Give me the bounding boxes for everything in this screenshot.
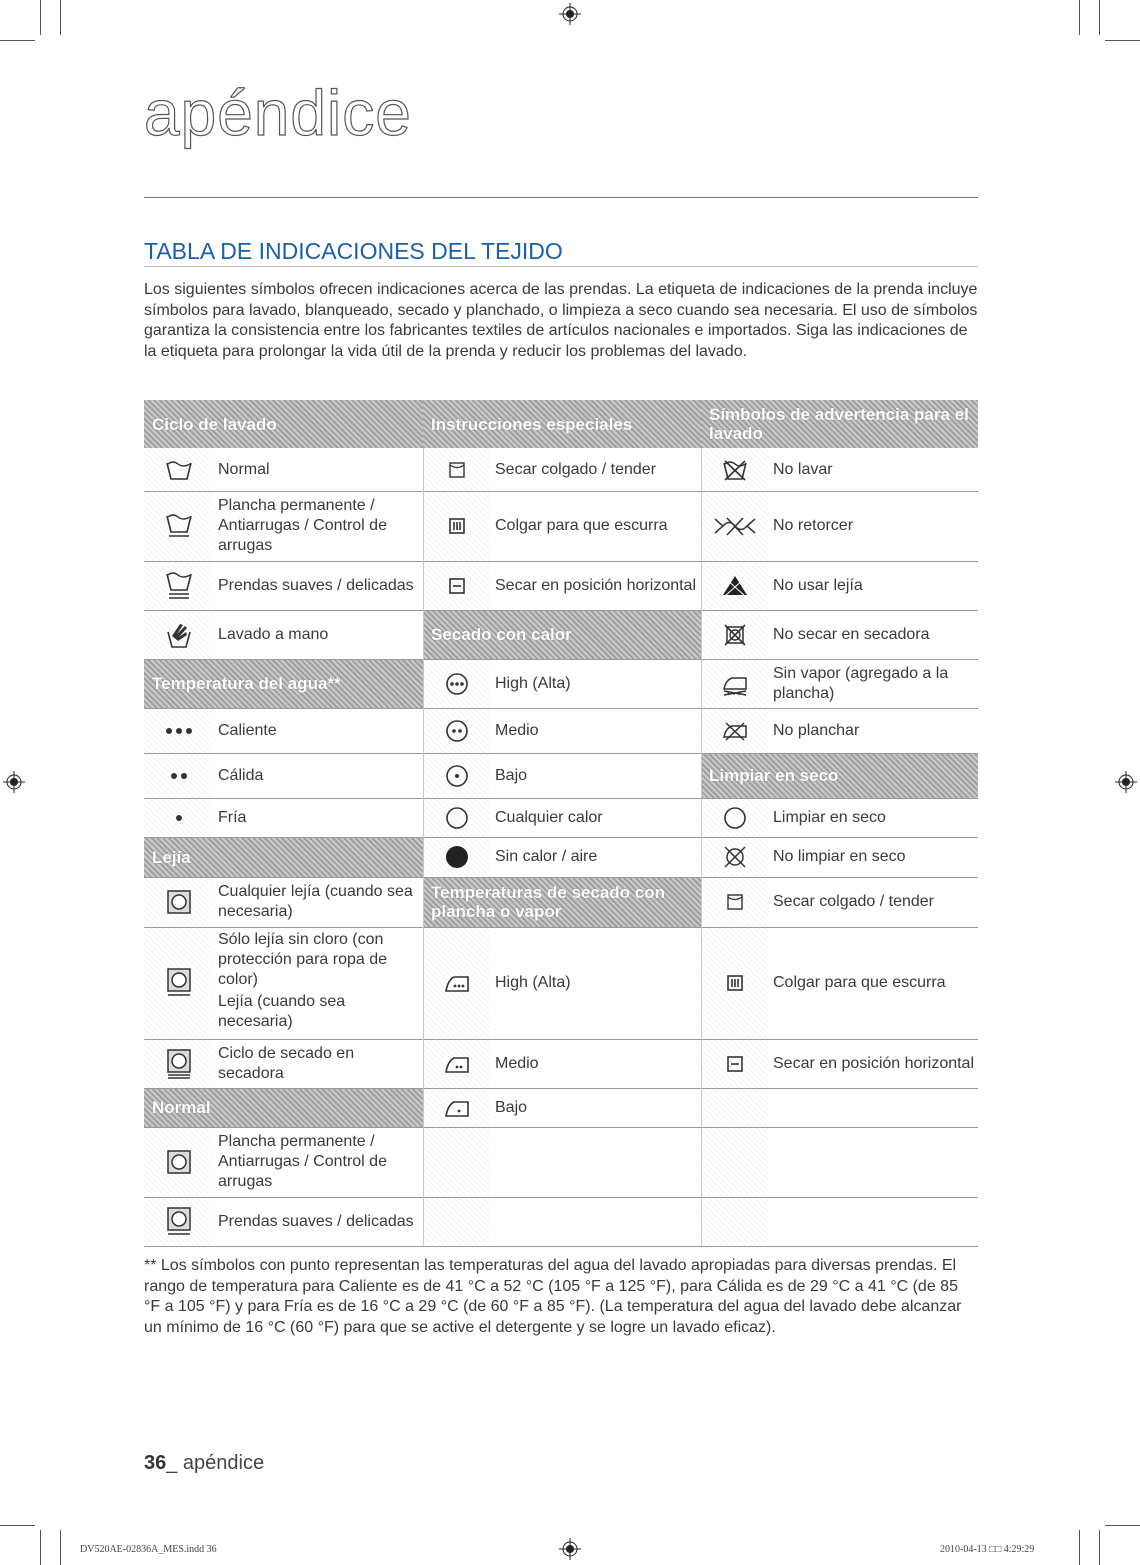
label-no-usar-lejia: No usar lejía bbox=[773, 576, 863, 594]
crop-mark bbox=[60, 1530, 61, 1565]
label-solo-lejia: Sólo lejía sin cloro (con protección para ropa de color) bbox=[218, 931, 387, 988]
dry-clean-icon bbox=[701, 798, 768, 837]
label-heat-medium: Medio bbox=[495, 721, 539, 739]
crop-mark bbox=[1099, 0, 1100, 35]
washtub-delicate-icon bbox=[144, 561, 213, 610]
label-normal: Normal bbox=[218, 460, 270, 478]
label-colgar-escurra: Colgar para que escurra bbox=[495, 517, 668, 534]
page-number-label: _ apéndice bbox=[166, 1452, 265, 1474]
header-ciclo-de-lavado: Ciclo de lavado bbox=[144, 400, 423, 448]
label-iron-high: High (Alta) bbox=[495, 974, 571, 991]
one-dot-icon bbox=[144, 798, 213, 837]
heading-rule bbox=[144, 266, 978, 267]
crop-mark bbox=[1105, 1525, 1140, 1526]
label-iron-low: Bajo bbox=[495, 1098, 528, 1116]
label-limpiar-en-seco: Limpiar en seco bbox=[773, 808, 886, 826]
slug-right: 2010-04-13 □□ 4:29:29 bbox=[940, 1544, 1035, 1555]
crop-mark bbox=[1099, 1530, 1100, 1565]
two-dots-icon bbox=[144, 753, 213, 798]
registration-mark-icon bbox=[559, 3, 581, 25]
header-temperaturas-plancha: Temperaturas de secado con plancha o vapor bbox=[423, 877, 701, 927]
bleach-any-icon bbox=[144, 877, 213, 927]
label-prendas-suaves-2: Prendas suaves / delicadas bbox=[218, 1212, 414, 1230]
header-temperatura-agua: Temperatura del agua** bbox=[144, 659, 423, 708]
heat-any-icon bbox=[423, 798, 490, 837]
row-rule bbox=[144, 753, 978, 754]
row-rule bbox=[144, 708, 978, 709]
do-not-tumble-dry-icon bbox=[701, 610, 768, 659]
page-number bbox=[144, 1452, 264, 1475]
row-rule bbox=[144, 1197, 978, 1198]
page-heading: TABLA DE INDICACIONES DEL TEJIDO bbox=[144, 238, 563, 264]
label-plancha-permanente: Plancha permanente / Antiarrugas / Control de arrugas bbox=[218, 497, 387, 554]
label-ciclo-secado: Ciclo de secado en secadora bbox=[218, 1044, 355, 1082]
dry-flat-icon bbox=[423, 561, 490, 610]
label-cualquier-lejia: Cualquier lejía (cuando sea necesaria) bbox=[218, 883, 413, 920]
section-title: apéndice bbox=[144, 77, 412, 149]
label-sin-vapor: Sin vapor (agregado a la plancha) bbox=[773, 664, 949, 702]
row-rule bbox=[144, 1127, 978, 1128]
crop-mark bbox=[0, 1525, 35, 1526]
do-not-wring-icon bbox=[701, 491, 768, 561]
label-caliente: Caliente bbox=[218, 721, 277, 739]
label-solo-lejia-block bbox=[218, 930, 418, 1036]
do-not-dry-clean-icon bbox=[701, 837, 768, 877]
label-no-secar-secadora: No secar en secadora bbox=[773, 625, 930, 643]
label-prendas-suaves: Prendas suaves / delicadas bbox=[218, 576, 414, 594]
tumble-dry-permanent-press-icon bbox=[144, 1127, 213, 1197]
row-rule bbox=[144, 837, 978, 838]
drip-dry-icon bbox=[423, 491, 490, 561]
label-sin-calor: Sin calor / aire bbox=[495, 848, 598, 865]
iron-high-icon bbox=[423, 927, 490, 1039]
row-rule bbox=[144, 798, 978, 799]
row-rule bbox=[144, 659, 978, 660]
label-heat-high: High (Alta) bbox=[495, 674, 571, 692]
crop-mark bbox=[40, 0, 41, 35]
empty-cell bbox=[701, 1197, 768, 1246]
label-secar-horizontal-2: Secar en posición horizontal bbox=[773, 1054, 975, 1072]
three-dots-icon bbox=[144, 708, 213, 753]
label-iron-medium: Medio bbox=[495, 1054, 539, 1072]
heat-medium-icon bbox=[423, 708, 490, 753]
do-not-iron-icon bbox=[701, 708, 768, 753]
row-rule bbox=[144, 1088, 978, 1089]
tumble-dry-icon bbox=[144, 1039, 213, 1088]
page-number-value: 36 bbox=[144, 1452, 167, 1474]
row-rule bbox=[144, 561, 978, 562]
no-heat-icon bbox=[423, 837, 490, 877]
label-no-retorcer: No retorcer bbox=[773, 517, 854, 534]
crop-mark bbox=[0, 40, 35, 41]
iron-medium-icon bbox=[423, 1039, 490, 1088]
row-rule bbox=[144, 877, 978, 878]
row-rule bbox=[144, 1039, 978, 1040]
crop-mark bbox=[60, 0, 61, 35]
crop-mark bbox=[1105, 40, 1140, 41]
washtub-permanent-press-icon bbox=[144, 491, 213, 561]
line-dry-icon bbox=[423, 448, 490, 491]
title-rule bbox=[144, 197, 978, 198]
label-calida: Cálida bbox=[218, 766, 264, 784]
footnote: ** Los símbolos con punto representan las temperaturas del agua del lavado apropiadas para diversas prendas. El rango de temperatura para Caliente es de 41 °C a 52 °C (105 °F a 125 °F), para Cálida es de 29 °C a 41 °C (de 85 °F a 105 °F) y para Fría es de 16 °C a 29 °C (de 60 °F a 85 °F). (La temperatura del agua del lavado debe alcanzar un mínimo de 16 °C (60 °F) para que se active el detergente y se logre un lavado eficaz). bbox=[144, 1257, 962, 1336]
label-lavado-a-mano: Lavado a mano bbox=[218, 625, 329, 643]
no-bleach-icon bbox=[701, 561, 768, 610]
label-secar-horizontal: Secar en posición horizontal bbox=[495, 576, 697, 594]
label-heat-low: Bajo bbox=[495, 766, 528, 784]
label-secar-colgado: Secar colgado / tender bbox=[495, 460, 656, 478]
row-rule bbox=[144, 491, 978, 492]
registration-mark-icon bbox=[3, 771, 25, 793]
slug-left: DV520AE-02836A_MES.indd 36 bbox=[80, 1544, 217, 1555]
label-colgar-escurra-2: Colgar para que escurra bbox=[773, 974, 946, 991]
column-rule bbox=[701, 448, 702, 1246]
row-rule bbox=[144, 927, 978, 928]
empty-cell bbox=[423, 1197, 490, 1246]
header-lejia: Lejía bbox=[144, 837, 423, 877]
intro-paragraph: Los siguientes símbolos ofrecen indicaciones acerca de las prendas. La etiqueta de indicaciones de la prenda incluye símbolos para lavado, blanqueado, secado y planchado, o limpieza a seco cuando sea necesaria. El uso de símbolos garantiza la consistencia entre los fabricantes textiles de artículos nacionales e importados. Siga las indicaciones de la etiqueta para prolongar la vida útil de la prenda y reducir los problemas del lavado. bbox=[144, 281, 978, 360]
empty-cell bbox=[423, 1127, 490, 1197]
header-secado-con-calor: Secado con calor bbox=[423, 610, 701, 659]
washtub-icon bbox=[144, 448, 213, 491]
bleach-nonchlorine-icon bbox=[144, 927, 213, 1039]
heat-low-icon bbox=[423, 753, 490, 798]
header-limpiar-en-seco: Limpiar en seco bbox=[701, 753, 978, 798]
label-cualquier-calor: Cualquier calor bbox=[495, 808, 603, 826]
hand-wash-icon bbox=[144, 610, 213, 659]
heat-high-icon bbox=[423, 659, 490, 708]
header-simbolos-advertencia: Símbolos de advertencia para el lavado bbox=[701, 400, 978, 448]
label-plancha-permanente-2: Plancha permanente / Antiarrugas / Control de arrugas bbox=[218, 1133, 387, 1190]
label-secar-colgado-2: Secar colgado / tender bbox=[773, 893, 934, 910]
no-steam-icon bbox=[701, 659, 768, 708]
column-rule bbox=[423, 448, 424, 1246]
header-normal: Normal bbox=[144, 1088, 423, 1127]
crop-mark bbox=[1079, 1530, 1080, 1565]
line-dry-icon bbox=[701, 877, 768, 927]
tumble-dry-delicate-icon bbox=[144, 1197, 213, 1246]
header-instrucciones-especiales: Instrucciones especiales bbox=[423, 400, 701, 448]
iron-low-icon bbox=[423, 1088, 490, 1127]
label-fria: Fría bbox=[218, 808, 247, 826]
do-not-wash-icon bbox=[701, 448, 768, 491]
crop-mark bbox=[40, 1530, 41, 1565]
label-no-lavar: No lavar bbox=[773, 460, 833, 478]
empty-cell bbox=[701, 1088, 768, 1127]
label-no-limpiar-seco: No limpiar en seco bbox=[773, 848, 906, 865]
label-no-planchar: No planchar bbox=[773, 721, 860, 739]
dry-flat-icon bbox=[701, 1039, 768, 1088]
registration-mark-icon bbox=[559, 1538, 581, 1560]
crop-mark bbox=[1079, 0, 1080, 35]
row-rule bbox=[144, 610, 978, 611]
empty-cell bbox=[701, 1127, 768, 1197]
label-lejia-cuando: Lejía (cuando sea necesaria) bbox=[218, 993, 346, 1030]
row-rule bbox=[144, 1246, 978, 1247]
registration-mark-icon bbox=[1115, 771, 1137, 793]
drip-dry-icon bbox=[701, 927, 768, 1039]
